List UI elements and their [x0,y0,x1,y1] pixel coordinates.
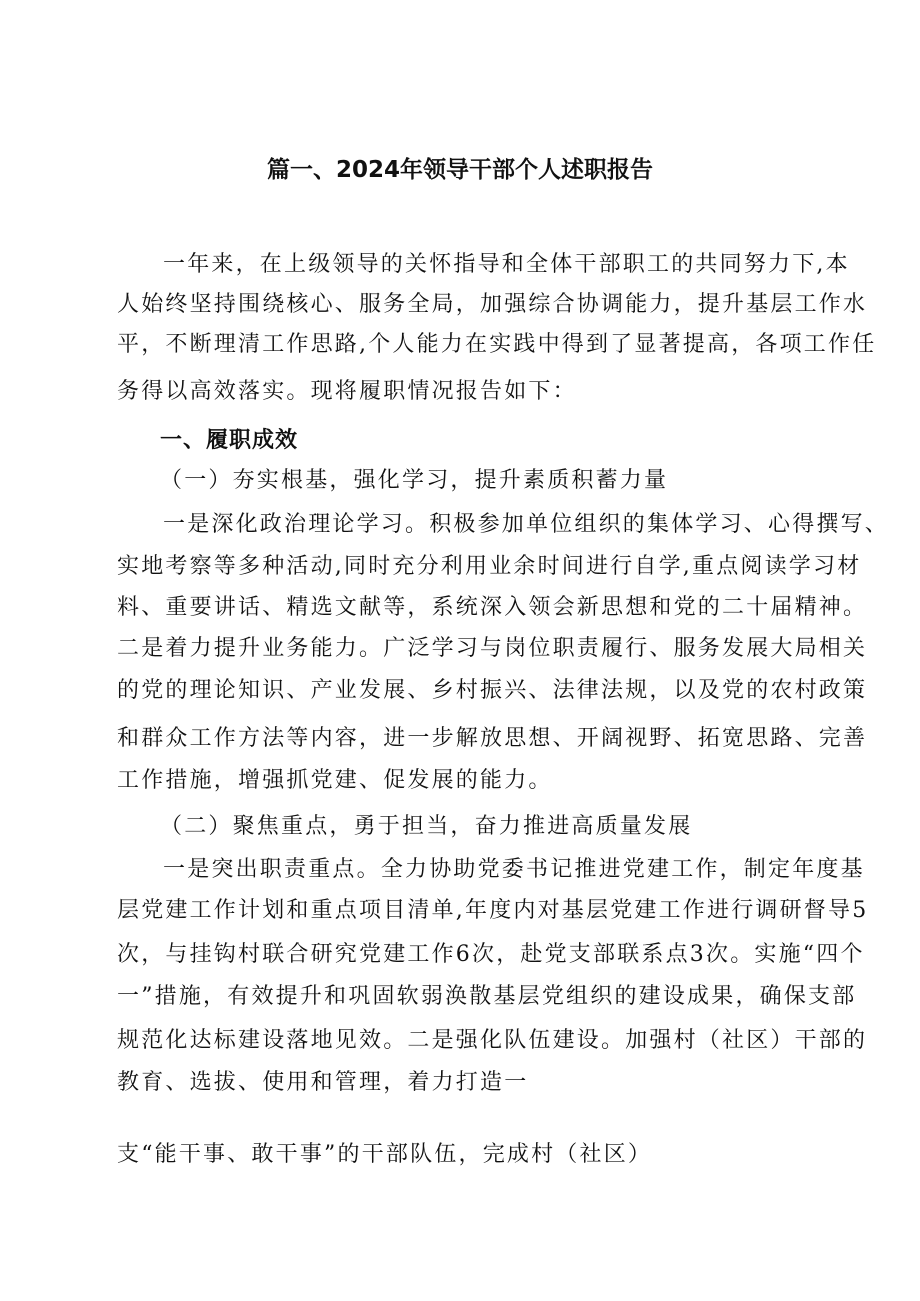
sub1-line-7: 工作措施，增强抓党建、促发展的能力。 [117,768,553,793]
section-heading-1: 一、履职成效 [160,428,299,453]
sub2-line-3: 次，与挂钩村联合研究党建工作6次，赴党支部联系点3次。实施“四个 [117,942,865,967]
document-title: 篇一、2024年领导干部个人述职报告 [266,157,653,183]
intro-line-1: 一年来，在上级领导的关怀指导和全体干部职工的共同努力下,本 [163,252,850,277]
sub1-line-6: 和群众工作方法等内容，进一步解放思想、开阔视野、拓宽思路、完善 [117,726,868,751]
subsection-heading-1: （一）夯实根基，强化学习，提升素质积蓄力量 [160,468,669,493]
subsection-heading-2: （二）聚焦重点，勇于担当，奋力推进高质量发展 [160,814,693,839]
intro-line-3: 平，不断理清工作思路,个人能力在实践中得到了显著提高，各项工作任 [117,332,877,357]
sub1-line-3: 料、重要讲话、精选文献等，系统深入领会新思想和党的二十届精神。 [117,595,868,620]
sub2-line-4: 一”措施，有效提升和巩固软弱涣散基层党组织的建设成果，确保支部 [117,984,857,1009]
intro-line-2: 人始终坚持围绕核心、服务全局，加强综合协调能力，提升基层工作水 [117,292,868,317]
continuation-line: 支“能干事、敢干事”的干部队伍，完成村（社区） [117,1142,653,1167]
sub2-line-2: 层党建工作计划和重点项目清单,年度内对基层党建工作进行调研督导5 [117,898,869,923]
sub1-line-1: 一是深化政治理论学习。积极参加单位组织的集体学习、心得撰写、 [163,512,890,537]
sub2-line-1: 一是突出职责重点。全力协助党委书记推进党建工作，制定年度基 [163,857,865,882]
sub2-line-5: 规范化达标建设落地见效。二是强化队伍建设。加强村（社区）干部的 [117,1028,868,1053]
sub1-line-5: 的党的理论知识、产业发展、乡村振兴、法律法规，以及党的农村政策 [117,678,868,703]
sub1-line-2: 实地考察等多种活动,同时充分利用业余时间进行自学,重点阅读学习材 [117,554,862,579]
sub2-line-6: 教育、选拔、使用和管理，着力打造一 [117,1070,529,1095]
sub1-line-4: 二是着力提升业务能力。广泛学习与岗位职责履行、服务发展大局相关 [117,636,868,661]
intro-line-4: 务得以高效落实。现将履职情况报告如下： [117,379,577,404]
